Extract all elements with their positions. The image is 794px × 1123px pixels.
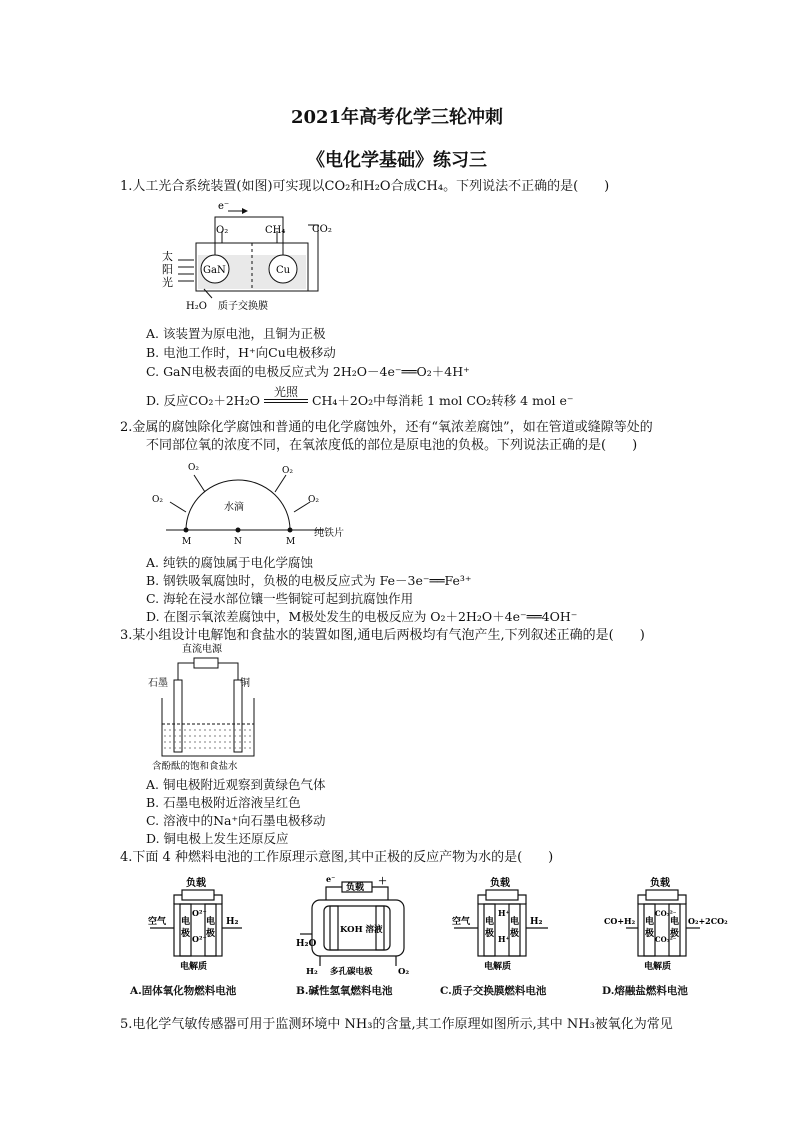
reaction-arrow	[264, 385, 308, 409]
cell-b-porous: 多孔碳电极	[330, 967, 373, 976]
question-5-stem: 5.电化学气敏传感器可用于监测环境中 NH₃的含量,其工作原理如图所示,其中 NH₃被氧化为常见	[120, 1017, 673, 1032]
question-1-stem: 1.人工光合系统装置(如图)可实现以CO₂和H₂O合成CH₄。下列说法不正确的是( )	[120, 179, 610, 194]
cell-c-electrode-left-1: 电	[485, 917, 495, 927]
light-label-1: 太	[162, 250, 173, 263]
q1-option-b: B. 电池工作时，H⁺向Cu电极移动	[146, 345, 336, 360]
ch4-label: CH₄	[265, 225, 286, 236]
light-label-3: 光	[162, 276, 173, 289]
cell-a-left-gas: 空气	[148, 917, 167, 927]
cell-b-caption: B.碱性氢氧燃料电池	[296, 985, 393, 997]
cell-c-right-gas: H₂	[530, 917, 543, 927]
cell-b-h2: H₂	[306, 967, 318, 976]
q3-option-b: B. 石墨电极附近溶液呈红色	[146, 795, 301, 810]
o2-top-left: O₂	[188, 463, 199, 473]
cell-b-h2o: H₂O	[296, 939, 317, 949]
cell-a-electrode-right-1: 电	[206, 917, 216, 927]
graphite-label: 石墨	[148, 678, 168, 689]
cell-a-electrode-left-2: 极	[181, 929, 191, 939]
fuel-cell-c	[440, 876, 570, 997]
cell-a-right-gas: H₂	[226, 917, 239, 927]
question-4-stem: 4.下面 4 种燃料电池的工作原理示意图,其中正极的反应产物为水的是( )	[120, 850, 554, 865]
cell-c-electrode-right-1: 电	[510, 917, 520, 927]
cell-d-electrode-left-1: 电	[645, 917, 655, 927]
q3-option-d: D. 铜电极上发生还原反应	[146, 831, 289, 846]
question-2-stem-line1: 2.金属的腐蚀除化学腐蚀和普通的电化学腐蚀外，还有“氧浓差腐蚀”，如在管道或缝隙等处的	[120, 420, 653, 435]
gan-electrode-label: GaN	[203, 265, 226, 276]
cell-c-electrode-left-2: 极	[485, 929, 495, 939]
cell-c-electrode-right-2: 极	[510, 929, 520, 939]
q1-option-d	[146, 385, 574, 409]
cell-b-koh: KOH 溶液	[340, 925, 383, 935]
cell-c-ion-2: H⁺	[498, 934, 510, 944]
question-1-figure	[152, 203, 342, 319]
power-label: 直流电源	[182, 644, 222, 655]
cell-d-ion-2: CO₃²⁻	[655, 935, 677, 944]
cell-a-ion-2: O²⁻	[192, 934, 207, 944]
question-2-figure	[148, 458, 378, 552]
cell-a-electrolyte: 电解质	[180, 962, 208, 972]
cell-d-right-gas: O₂+2CO₂	[688, 916, 728, 926]
question-3-stem: 3.某小组设计电解饱和食盐水的装置如图,通电后两极均有气泡产生,下列叙述正确的是( )	[120, 628, 645, 643]
question-2-stem-line2: 不同部位氧的浓度不同，在氧浓度低的部位是原电池的负极。下列说法正确的是( )	[146, 438, 638, 453]
light-label-2: 阳	[162, 263, 173, 276]
cell-d-electrolyte: 电解质	[644, 962, 672, 972]
iron-plate-label: 纯铁片	[314, 528, 344, 539]
cell-a-load: 负载	[186, 878, 206, 889]
o2-top-right: O₂	[282, 466, 293, 476]
cell-d-load: 负载	[650, 878, 670, 889]
cell-d-caption: D.熔融盐燃料电池	[602, 985, 688, 997]
co2-label: CO₂	[312, 224, 332, 235]
q1-option-d-prefix: D. 反应CO₂＋2H₂O	[146, 393, 260, 408]
q2-option-a: A. 纯铁的腐蚀属于电化学腐蚀	[146, 555, 313, 570]
o2-right: O₂	[308, 495, 319, 505]
m-right-label: M	[286, 537, 296, 547]
q2-option-d: D. 在图示氧浓差腐蚀中，M极处发生的电极反应为 O₂＋2H₂O＋4e⁻══4OH⁻	[146, 609, 578, 624]
o2-left: O₂	[152, 495, 163, 505]
q2-option-b: B. 钢铁吸氧腐蚀时，负极的电极反应式为 Fe－3e⁻══Fe³⁺	[146, 573, 472, 588]
cell-a-electrode-left-1: 电	[181, 917, 191, 927]
fuel-cell-a	[130, 876, 270, 997]
cell-a-caption: A.固体氧化物燃料电池	[130, 985, 237, 997]
water-drop-label: 水滴	[224, 502, 244, 513]
cell-b-o2: O₂	[398, 967, 410, 976]
q1-option-a: A. 该装置为原电池，且铜为正极	[146, 326, 326, 341]
cell-d-electrode-right-1: 电	[670, 917, 680, 927]
fuel-cell-b	[296, 876, 426, 997]
cell-a-electrode-right-2: 极	[206, 929, 216, 939]
cell-b-plus: ＋	[378, 877, 388, 887]
cell-c-caption: C.质子交换膜燃料电池	[440, 985, 547, 997]
q1-option-d-suffix: CH₄＋2O₂中每消耗 1 mol CO₂转移 4 mol e⁻	[311, 393, 574, 408]
o2-label: O₂	[216, 225, 229, 236]
cell-b-electron: e⁻	[326, 876, 336, 884]
q2-option-c: C. 海轮在浸水部位镶一些铜锭可起到抗腐蚀作用	[146, 591, 414, 606]
cell-d-left-gas: CO+H₂	[604, 916, 636, 926]
cell-d-electrode-right-2: 极	[670, 929, 680, 939]
cell-c-ion-1: H⁺	[498, 908, 510, 918]
page-subtitle: 《电化学基础》练习三	[307, 150, 487, 171]
q3-option-a: A. 铜电极附近观察到黄绿色气体	[146, 777, 326, 792]
fuel-cell-d	[602, 876, 732, 997]
cu-electrode-label: Cu	[276, 265, 291, 276]
h2o-label: H₂O	[186, 301, 207, 312]
light-condition: 光照	[273, 385, 298, 399]
cell-c-load: 负载	[490, 878, 510, 889]
cell-c-left-gas: 空气	[452, 917, 471, 927]
cell-d-ion-1: CO₃²⁻	[655, 909, 677, 918]
m-left-label: M	[182, 537, 192, 547]
copper-label: 铜	[240, 678, 250, 689]
cell-c-electrolyte: 电解质	[484, 962, 512, 972]
cell-b-load: 负载	[346, 883, 365, 893]
electron-label: e⁻	[218, 203, 230, 212]
cell-d-electrode-left-2: 极	[645, 929, 655, 939]
n-label: N	[234, 537, 242, 547]
cell-a-ion-1: O²⁻	[192, 908, 207, 918]
membrane-label: 质子交换膜	[218, 301, 268, 312]
q3-option-c: C. 溶液中的Na⁺向石墨电极移动	[146, 813, 326, 828]
q1-option-c: C. GaN电极表面的电极反应式为 2H₂O－4e⁻══O₂＋4H⁺	[146, 364, 470, 379]
question-3-figure	[144, 640, 284, 776]
page-title: 2021年高考化学三轮冲刺	[290, 107, 504, 128]
solution-label: 含酚酞的饱和食盐水	[152, 761, 238, 772]
